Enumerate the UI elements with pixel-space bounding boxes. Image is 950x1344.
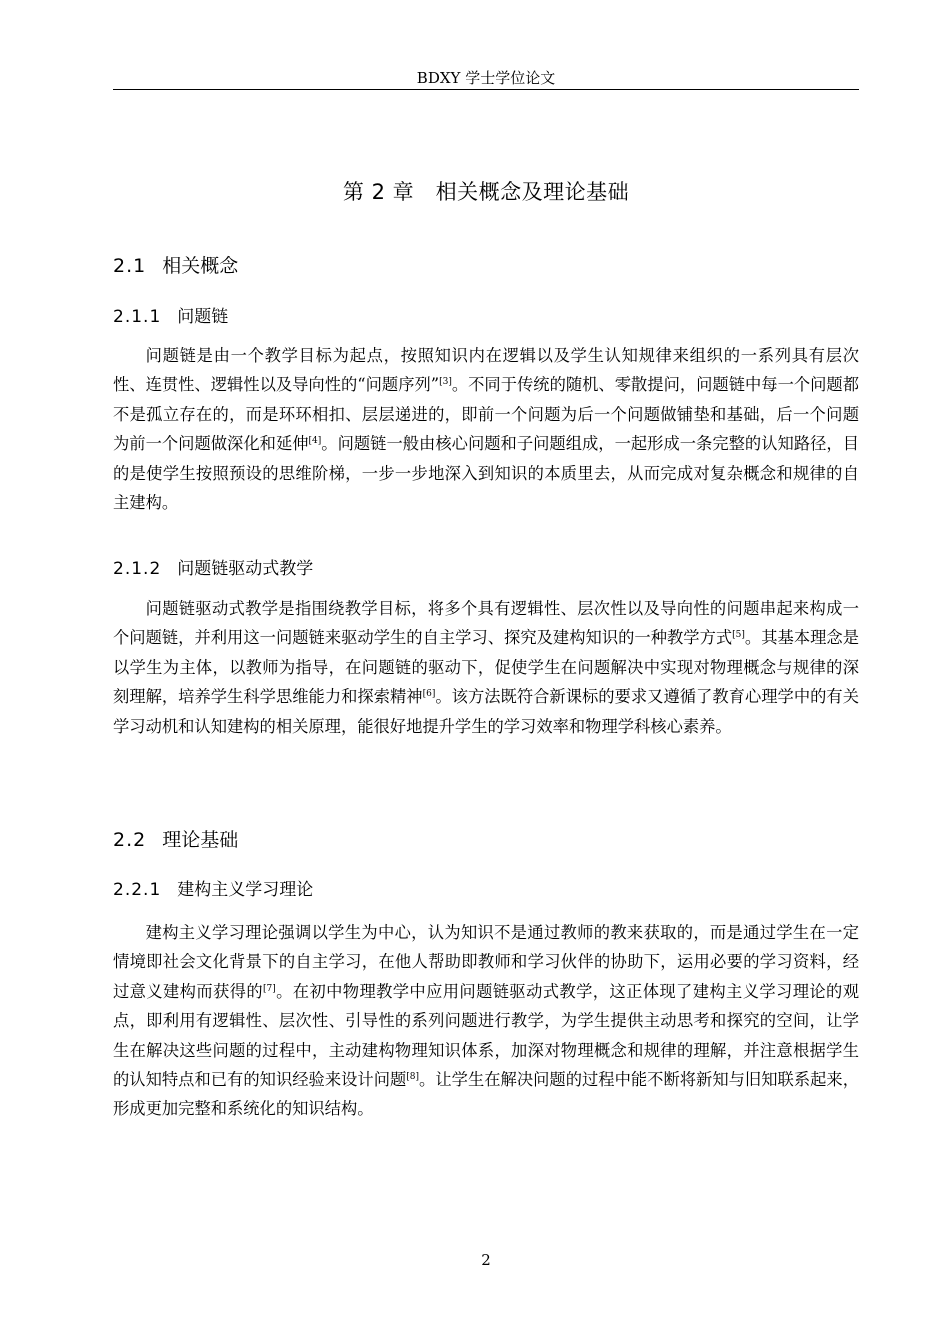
subsection-heading-2-2-1 <box>113 877 313 903</box>
section-number: 2.1 <box>113 255 147 277</box>
subsection-heading-2-1-1 <box>113 304 228 330</box>
subsection-title: 问题链 <box>177 307 229 327</box>
section-heading-2-1 <box>113 252 238 280</box>
header-rule <box>113 89 859 90</box>
citation: [6] <box>422 689 436 700</box>
paragraph-2-2-1: 建构主义学习理论强调以学生为中心，认为知识不是通过教师的教来获取的，而是通过学生在一定情境即社会文化背景下的自主学习，在他人帮助即教师和学习伙伴的协助下，运用必要的学习资料，经过意义建构而获得的[7]。在初中物理教学中应用问题链驱动式教学，这正体现了建构主义学习理论的观点，即利用有逻辑性、层次性、引导性的系列问题进行教学，为学生提供主动思考和探究的空间，让学生在解决这些问题的过程中，主动建构物理知识体系，加深对物理概念和规律的理解，并注意根据学生的认知特点和已有的知识经验来设计问题[8]。让学生在解决问题的过程中能不断将新知与旧知联系起来，形成更加完整和系统化的知识结构。 <box>113 923 859 1119</box>
citation: [7] <box>262 983 276 994</box>
section-title: 理论基础 <box>162 829 239 851</box>
citation: [4] <box>308 436 322 447</box>
paragraph-2-1-2: 问题链驱动式教学是指围绕教学目标，将多个具有逻辑性、层次性以及导向性的问题串起来构成一个问题链，并利用这一问题链来驱动学生的自主学习、探究及建构知识的一种教学方式[5]。其基本理念是以学生为主体，以教师为指导，在问题链的驱动下，促使学生在问题解决中实现对物理概念与规律的深刻理解，培养学生科学思维能力和探索精神[6]。该方法既符合新课标的要求又遵循了教育心理学中的有关学习动机和认知建构的相关原理，能很好地提升学生的学习效率和物理学科核心素养。 <box>113 599 859 736</box>
citation: [8] <box>406 1072 420 1083</box>
subsection-title: 问题链驱动式教学 <box>177 559 314 579</box>
citation: [5] <box>732 630 745 641</box>
page-header: BDXY 学士学位论文 <box>416 69 556 87</box>
paragraph-2-1-1: 问题链是由一个教学目标为起点，按照知识内在逻辑以及学生认知规律来组织的一系列具有层次性、连贯性、逻辑性以及导向性的“问题序列”[3]。不同于传统的随机、零散提问，问题链中每一个问题都不是孤立存在的，而是环环相扣、层层递进的，即前一个问题为后一个问题做铺垫和基础，后一个问题为前一个问题做深化和延伸[4]。问题链一般由核心问题和子问题组成，一起形成一条完整的认知路径，目的是使学生按照预设的思维阶梯，一步一步地深入到知识的本质里去，从而完成对复杂概念和规律的自主建构。 <box>113 346 859 513</box>
subsection-number: 2.1.2 <box>113 559 162 579</box>
subsection-title: 建构主义学习理论 <box>177 880 314 900</box>
subsection-heading-2-1-2 <box>113 556 313 582</box>
section-title: 相关概念 <box>162 255 239 277</box>
citation: [3] <box>439 377 452 388</box>
chapter-title: 第 2 章 相关概念及理论基础 <box>342 180 630 204</box>
subsection-number: 2.2.1 <box>113 880 162 900</box>
section-heading-2-2 <box>113 826 238 854</box>
section-number: 2.2 <box>113 829 147 851</box>
subsection-number: 2.1.1 <box>113 307 162 327</box>
page-number: 2 <box>481 1251 491 1269</box>
